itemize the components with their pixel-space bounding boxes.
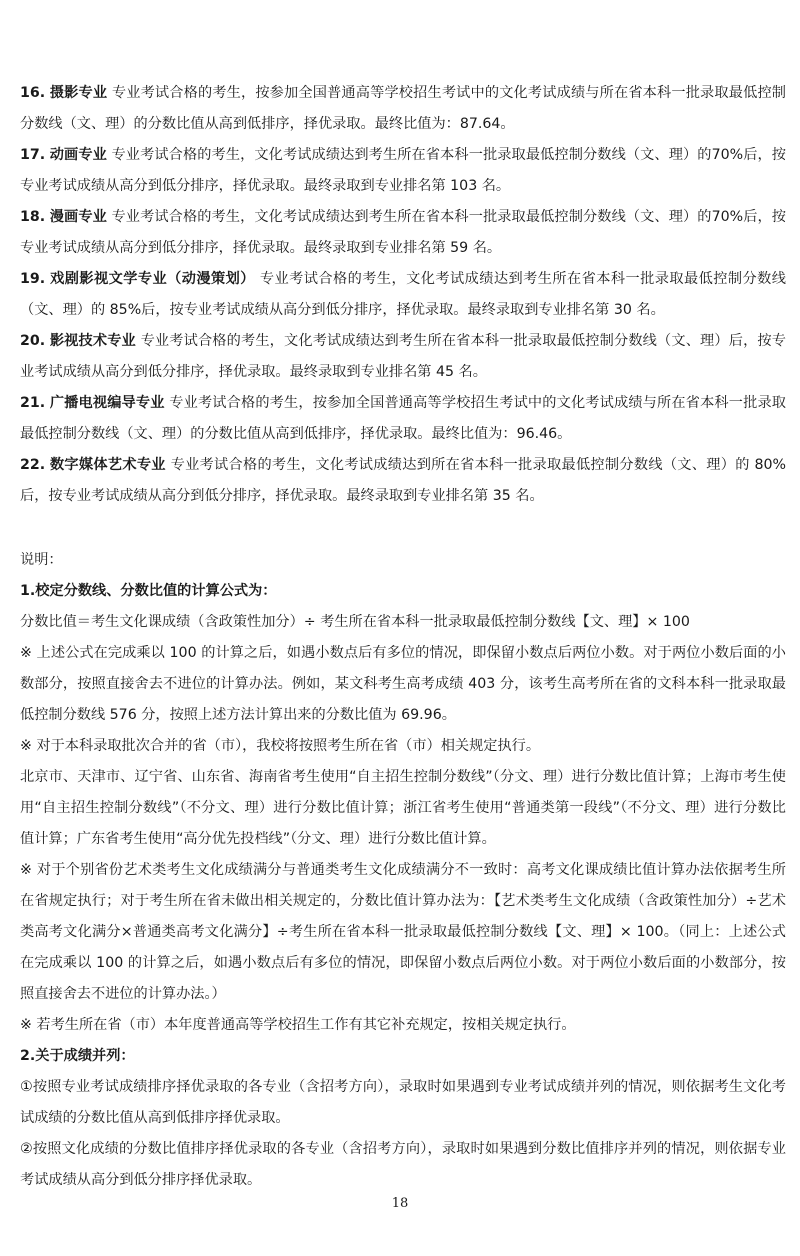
rule-text: 专业考试合格的考生，文化考试成绩达到考生所在省本科一批录取最低控制分数线（文、理）的70%后，按专业考试成绩从高分到低分排序，择优录取。最终录取到专业排名第 59 名。 — [20, 209, 786, 256]
item-number: 18. — [20, 209, 46, 225]
formula-text: 分数比值＝考生文化课成绩（含政策性加分）÷ 考生所在省本科一批录取最低控制分数线【文、理】× 100 — [20, 614, 690, 630]
tie-rule-2: ②按照文化成绩的分数比值排序择优录取的各专业（含招考方向），录取时如果遇到分数比值排序并列的情况，则依据专业考试成绩从高分到低分排序择优录取。 — [20, 1141, 786, 1188]
province-rules-note: 北京市、天津市、辽宁省、山东省、海南省考生使用“自主招生控制分数线”（分文、理）进行分数比值计算；上海市考生使用“自主招生控制分数线”（不分文、理）进行分数比值计算；浙江省考生使用“普通类第一段线”（不分文、理）进行分数比值计算；广东省考生使用“高分优先投档线”（分文、理）进行分数比值计算。 — [20, 769, 786, 847]
page-number: 18 — [391, 1196, 409, 1211]
tie-heading: 2.关于成绩并列： — [20, 1048, 135, 1064]
admission-rule-17 — [20, 140, 786, 202]
item-number: 21. — [20, 395, 46, 411]
notes-title: 说明： — [20, 552, 63, 568]
item-number: 16. — [20, 85, 46, 101]
rule-text: 专业考试合格的考生，按参加全国普通高等学校招生考试中的文化考试成绩与所在省本科一批录取最低控制分数线（文、理）的分数比值从高到低排序，择优录取。最终比值为：87.64。 — [20, 85, 786, 132]
item-number: 22. — [20, 457, 46, 473]
item-number: 19. — [20, 271, 46, 287]
page-content — [20, 78, 786, 1196]
rule-text: 专业考试合格的考生，文化考试成绩达到考生所在省本科一批录取最低控制分数线（文、理）的70%后，按专业考试成绩从高分到低分排序，择优录取。最终录取到专业排名第 103 名。 — [20, 147, 786, 194]
admission-rule-22 — [20, 450, 786, 512]
merged-batch-note: ※ 对于本科录取批次合并的省（市），我校将按照考生所在省（市）相关规定执行。 — [20, 738, 541, 754]
major-name: 动画专业 — [49, 147, 107, 163]
item-number: 17. — [20, 147, 46, 163]
admission-rule-18 — [20, 202, 786, 264]
rule-text: 专业考试合格的考生，文化考试成绩达到考生所在省本科一批录取最低控制分数线（文、理）的 85%后，按专业考试成绩从高分到低分排序，择优录取。最终录取到专业排名第 30 名。 — [20, 271, 786, 318]
admission-rule-16 — [20, 78, 786, 140]
rule-text: 专业考试合格的考生，文化考试成绩达到所在省本科一批录取最低控制分数线（文、理）的 80%后，按专业考试成绩从高分到低分排序，择优录取。最终录取到专业排名第 35 名。 — [20, 457, 787, 504]
major-name: 影视技术专业 — [49, 333, 136, 349]
major-name: 数字媒体艺术专业 — [49, 457, 166, 473]
full-score-note: ※ 对于个别省份艺术类考生文化成绩满分与普通类考生文化成绩满分不一致时：高考文化课成绩比值计算办法依据考生所在省规定执行；对于考生所在省未做出相关规定的，分数比值计算办法为：【艺术类考生文化成绩（含政策性加分）÷艺术类高考文化满分×普通类高考文化满分】÷考生所在省本科一批录取最低控制分数线【文、理】× 100。（同上：上述公式在完成乘以 100 的计算之后，如遇小数点后有多位的情况，即保留小数点后两位小数。对于两位小数后面的小数部分，按照直接舍去不进位的计算办法。） — [20, 862, 786, 1002]
notes-section — [20, 545, 786, 1196]
major-name: 摄影专业 — [49, 85, 108, 101]
item-number: 20. — [20, 333, 46, 349]
rule-text: 专业考试合格的考生，按参加全国普通高等学校招生考试中的文化考试成绩与所在省本科一批录取最低控制分数线（文、理）的分数比值从高到低排序，择优录取。最终比值为：96.46。 — [20, 395, 786, 442]
rounding-note: ※ 上述公式在完成乘以 100 的计算之后，如遇小数点后有多位的情况，即保留小数点后两位小数。对于两位小数后面的小数部分，按照直接舍去不进位的计算办法。例如，某文科考生高考成绩 403 分，该考生高考所在省的文科本科一批录取最低控制分数线 576 分，按照上述方法计算出来的分数比值为 69.96。 — [20, 645, 786, 723]
major-name: 广播电视编导专业 — [49, 395, 165, 411]
supplementary-note: ※ 若考生所在省（市）本年度普通高等学校招生工作有其它补充规定，按相关规定执行。 — [20, 1017, 576, 1033]
tie-rule-1: ①按照专业考试成绩排序择优录取的各专业（含招考方向），录取时如果遇到专业考试成绩并列的情况，则依据考生文化考试成绩的分数比值从高到低排序择优录取。 — [20, 1079, 786, 1126]
admission-rule-19 — [20, 264, 786, 326]
rule-text: 专业考试合格的考生，文化考试成绩达到考生所在省本科一批录取最低控制分数线（文、理）后，按专业考试成绩从高分到低分排序，择优录取。最终录取到专业排名第 45 名。 — [20, 333, 786, 380]
admission-rule-20 — [20, 326, 786, 388]
formula-heading: 1.校定分数线、分数比值的计算公式为： — [20, 583, 277, 599]
major-name: 漫画专业 — [49, 209, 107, 225]
major-name: 戏剧影视文学专业（动漫策划） — [50, 271, 255, 287]
admission-rule-21 — [20, 388, 786, 450]
